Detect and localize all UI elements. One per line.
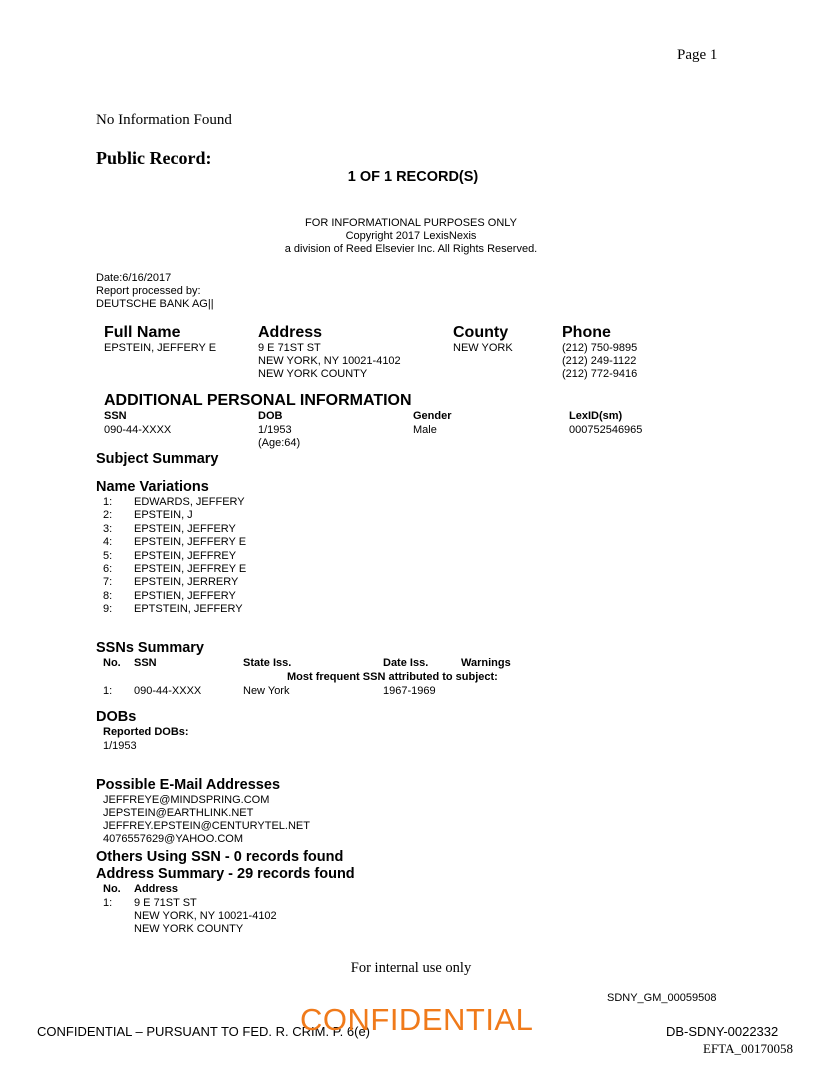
primary-address — [258, 342, 401, 381]
no-information-text: No Information Found — [96, 112, 232, 128]
lexid-header: LexID(sm) — [569, 410, 623, 422]
ssn-header: SSN — [104, 410, 127, 422]
name-variations-list — [103, 496, 363, 617]
phone-number: (212) 750-9895 — [562, 342, 638, 354]
item-number: 8: — [103, 589, 113, 602]
ssns-row-date: 1967-1969 — [383, 685, 436, 697]
phone-number: (212) 249-1122 — [562, 355, 637, 367]
full-name-value: EPSTEIN, JEFFERY E — [104, 342, 217, 354]
report-date: Date:6/16/2017 — [96, 272, 172, 284]
email-address: JEFFREYE@MINDSPRING.COM — [103, 794, 270, 806]
item-number: 5: — [103, 549, 113, 562]
list-item — [103, 536, 363, 549]
page-number: Page 1 — [677, 47, 718, 63]
addr-no-header: No. — [103, 883, 121, 895]
address-line: 9 E 71ST ST — [258, 342, 321, 354]
others-using-ssn-heading: Others Using SSN - 0 records found — [96, 849, 344, 865]
list-item — [103, 550, 363, 563]
item-number: 4: — [103, 536, 113, 549]
list-item — [103, 590, 363, 603]
item-number: 2: — [103, 509, 113, 522]
list-item — [103, 563, 363, 576]
ssns-summary-heading: SSNs Summary — [96, 640, 204, 656]
additional-info-heading: ADDITIONAL PERSONAL INFORMATION — [104, 392, 412, 409]
item-number: 3: — [103, 522, 113, 535]
email-address: JEFFREY.EPSTEIN@CENTURYTEL.NET — [103, 820, 310, 832]
ssns-row-ssn: 090-44-XXXX — [134, 685, 202, 697]
reported-dob-value: 1/1953 — [103, 740, 137, 752]
item-number: 6: — [103, 562, 113, 575]
item-number: 1: — [103, 496, 113, 508]
dob-date: 1/1953 — [258, 424, 292, 436]
list-item — [103, 603, 363, 616]
name-variations-heading: Name Variations — [96, 479, 209, 495]
records-count: 1 OF 1 RECORD(S) — [347, 169, 479, 185]
disclaimer-line-1: FOR INFORMATIONAL PURPOSES ONLY — [305, 217, 517, 229]
internal-use-note: For internal use only — [350, 960, 472, 976]
dob-value — [258, 424, 300, 450]
ssns-row-no: 1: — [103, 685, 113, 697]
emails-heading: Possible E-Mail Addresses — [96, 777, 281, 793]
list-item — [103, 509, 363, 522]
name-variation: EPSTEIN, JEFFERY E — [134, 536, 247, 549]
county-value: NEW YORK — [453, 342, 513, 354]
full-name-header: Full Name — [104, 324, 181, 341]
address-line: NEW YORK, NY 10021-4102 — [258, 355, 401, 367]
name-variation: EPSTEIN, J — [134, 509, 193, 522]
address-line: NEW YORK COUNTY — [258, 368, 368, 380]
address-line: 9 E 71ST ST — [134, 897, 197, 909]
addr-row-no: 1: — [103, 897, 113, 909]
name-variation: EPSTEIN, JEFFERY — [134, 522, 236, 535]
phone-number: (212) 772-9416 — [562, 368, 638, 380]
address-line: NEW YORK COUNTY — [134, 923, 244, 935]
ssns-date-header: Date Iss. — [383, 657, 429, 669]
list-item — [103, 496, 363, 509]
name-variation: EDWARDS, JEFFERY — [134, 496, 245, 508]
bates-number-sdny-gm: SDNY_GM_00059508 — [607, 992, 717, 1004]
lexid-value: 000752546965 — [569, 424, 643, 436]
dobs-heading: DOBs — [96, 709, 137, 725]
subject-summary-heading: Subject Summary — [96, 451, 219, 467]
list-item — [103, 523, 363, 536]
ssns-warnings-header: Warnings — [461, 657, 511, 669]
dob-age: (Age:64) — [258, 437, 301, 449]
phone-header: Phone — [562, 324, 611, 341]
name-variation: EPTSTEIN, JEFFERY — [134, 603, 243, 616]
list-item — [103, 576, 363, 589]
name-variation: EPSTIEN, JEFFERY — [134, 589, 236, 602]
efta-number: EFTA_00170058 — [703, 1041, 793, 1056]
email-list — [103, 794, 310, 846]
reported-dobs-label: Reported DOBs: — [103, 726, 189, 738]
public-record-heading: Public Record: — [96, 148, 212, 168]
address-summary-heading: Address Summary - 29 records found — [96, 866, 355, 882]
item-number: 7: — [103, 576, 113, 589]
address-line: NEW YORK, NY 10021-4102 — [134, 910, 277, 922]
ssns-no-header: No. — [103, 657, 121, 669]
email-address: JEPSTEIN@EARTHLINK.NET — [103, 807, 254, 819]
disclaimer — [0, 217, 816, 256]
confidential-notice: CONFIDENTIAL – PURSUANT TO FED. R. CRIM. P. 6(e) — [37, 1024, 371, 1039]
address-header: Address — [258, 324, 323, 341]
ssns-ssn-header: SSN — [134, 657, 157, 669]
item-number: 9: — [103, 603, 113, 616]
addr-row-lines — [134, 897, 277, 936]
ssns-subheading: Most frequent SSN attributed to subject: — [287, 671, 498, 683]
phone-list — [562, 342, 637, 381]
name-variation: EPSTEIN, JERRERY — [134, 576, 239, 589]
ssns-state-header: State Iss. — [243, 657, 292, 669]
dob-header: DOB — [258, 410, 283, 422]
confidential-watermark: CONFIDENTIAL — [300, 1002, 534, 1037]
gender-value: Male — [413, 424, 437, 436]
email-address: 4076557629@YAHOO.COM — [103, 833, 243, 845]
bates-number-db-sdny: DB-SDNY-0022332 — [666, 1024, 779, 1039]
processed-by-value: DEUTSCHE BANK AG|| — [96, 298, 214, 310]
gender-header: Gender — [413, 410, 452, 422]
addr-address-header: Address — [134, 883, 179, 895]
processed-by-label: Report processed by: — [96, 285, 201, 297]
name-variation: EPSTEIN, JEFFREY — [134, 549, 237, 562]
disclaimer-line-3: a division of Reed Elsevier Inc. All Rights Reserved. — [284, 243, 538, 255]
report-meta — [96, 272, 214, 311]
ssns-row-state: New York — [243, 685, 290, 697]
name-variation: EPSTEIN, JEFFREY E — [134, 562, 247, 575]
county-header: County — [453, 324, 509, 341]
disclaimer-line-2: Copyright 2017 LexisNexis — [345, 230, 477, 242]
ssn-value: 090-44-XXXX — [104, 424, 172, 436]
